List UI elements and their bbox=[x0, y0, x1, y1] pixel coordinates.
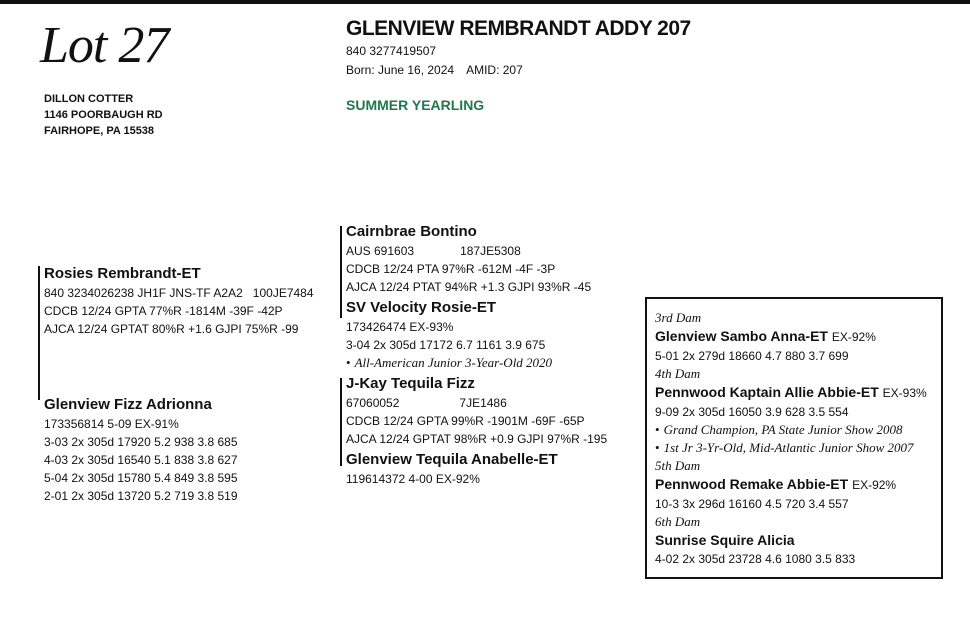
lot-number: Lot 27 bbox=[40, 17, 169, 74]
owner-name: DILLON COTTER bbox=[44, 93, 134, 105]
sire-dam-record: 3-04 2x 305d 17172 6.7 1161 3.9 675 bbox=[346, 338, 546, 352]
animal-name: GLENVIEW REMBRANDT ADDY 207 bbox=[346, 17, 691, 40]
dam-block bbox=[44, 395, 238, 505]
ancestor-award-text: Grand Champion, PA State Junior Show 2008 bbox=[663, 422, 903, 437]
sire-naab-code: 100JE7484 bbox=[252, 286, 314, 300]
dam-name: Glenview Fizz Adrionna bbox=[44, 396, 212, 413]
animal-header bbox=[346, 16, 691, 80]
generation-label: 6th Dam bbox=[655, 514, 701, 529]
dam-sire-naab-code: 7JE1486 bbox=[459, 396, 507, 410]
ancestor-record: 9-09 2x 305d 16050 3.9 628 3.5 554 bbox=[655, 405, 849, 419]
sire-dam-block bbox=[346, 298, 552, 372]
dam-dam-name: Glenview Tequila Anabelle-ET bbox=[346, 451, 558, 468]
dam-sire-id-line bbox=[346, 394, 607, 412]
ancestor-record: 10-3 3x 296d 16160 4.5 720 3.4 557 bbox=[655, 497, 849, 511]
dam-dam-id-line: 119614372 4-00 EX-92% bbox=[346, 472, 480, 486]
ancestor-record: 4-02 2x 305d 23728 4.6 1080 3.5 833 bbox=[655, 552, 856, 566]
dam-record: 4-03 2x 305d 16540 5.1 838 3.8 627 bbox=[44, 453, 238, 467]
generation-label: 4th Dam bbox=[655, 366, 701, 381]
ancestor-name-text: Pennwood Remake Abbie-ET bbox=[655, 476, 849, 492]
sire-ajca-line: AJCA 12/24 GPTAT 80%R +1.6 GJPI 75%R -99 bbox=[44, 322, 299, 336]
ancestor-name bbox=[655, 326, 927, 347]
ancestor-name-text: Sunrise Squire Alicia bbox=[655, 532, 795, 548]
dam-record: 2-01 2x 305d 13720 5.2 719 3.8 519 bbox=[44, 489, 238, 503]
pedigree-bracket-dam-side bbox=[340, 378, 342, 466]
sire-sire-cdcb-line: CDCB 12/24 PTA 97%R -612M -4F -3P bbox=[346, 262, 556, 276]
ancestor-name bbox=[655, 530, 927, 550]
ancestor-award: • 1st Jr 3-Yr-Old, Mid-Atlantic Junior Show 2007 bbox=[655, 440, 914, 455]
pedigree-bracket-sire bbox=[38, 266, 40, 400]
owner-city: FAIRHOPE, PA 15538 bbox=[44, 125, 155, 137]
female-line-box bbox=[645, 297, 943, 579]
classification-score: EX-93% bbox=[882, 386, 927, 400]
sire-sire-registration: AUS 691603 bbox=[346, 244, 415, 258]
generation-label: 3rd Dam bbox=[655, 310, 702, 325]
sire-block bbox=[44, 264, 314, 338]
sire-sire-naab-code: 187JE5308 bbox=[460, 244, 521, 258]
dam-sire-block bbox=[346, 374, 607, 448]
ancestor-name-text: Glenview Sambo Anna-ET bbox=[655, 328, 828, 344]
sire-dam-name: SV Velocity Rosie-ET bbox=[346, 299, 497, 316]
sire-dam-id-line: 173426474 EX-93% bbox=[346, 320, 454, 334]
ancestor-award-text: 1st Jr 3-Yr-Old, Mid-Atlantic Junior Show 2007 bbox=[663, 440, 914, 455]
sire-sire-ajca-line: AJCA 12/24 PTAT 94%R +1.3 GJPI 93%R -45 bbox=[346, 280, 592, 294]
dam-id-line: 173356814 5-09 EX-91% bbox=[44, 417, 179, 431]
sire-dam-award: • All-American Junior 3-Year-Old 2020 bbox=[346, 355, 553, 370]
class-label: SUMMER YEARLING bbox=[346, 97, 485, 113]
owner-address bbox=[44, 91, 163, 139]
ancestor-award: • Grand Champion, PA State Junior Show 2008 bbox=[655, 422, 903, 437]
sire-id-line bbox=[44, 284, 314, 302]
classification-score: EX-92% bbox=[831, 330, 876, 344]
dam-record: 5-04 2x 305d 15780 5.4 849 3.8 595 bbox=[44, 471, 238, 485]
dam-sire-registration: 67060052 bbox=[346, 396, 400, 410]
dam-dam-block bbox=[346, 450, 558, 488]
dam-record: 3-03 2x 305d 17920 5.2 938 3.8 685 bbox=[44, 435, 238, 449]
amid: AMID: 207 bbox=[466, 63, 523, 77]
birth-date: Born: June 16, 2024 bbox=[346, 63, 455, 77]
sire-sire-name: Cairnbrae Bontino bbox=[346, 223, 477, 240]
animal-birth-info bbox=[346, 61, 691, 80]
ancestor-record: 5-01 2x 279d 18660 4.7 880 3.7 699 bbox=[655, 349, 849, 363]
sire-registration: 840 3234026238 JH1F JNS-TF A2A2 bbox=[44, 286, 243, 300]
top-rule bbox=[0, 0, 970, 4]
dam-sire-ajca-line: AJCA 12/24 GPTAT 98%R +0.9 GJPI 97%R -195 bbox=[346, 432, 608, 446]
ancestor-name bbox=[655, 382, 927, 403]
dam-sire-cdcb-line: CDCB 12/24 GPTA 99%R -1901M -69F -65P bbox=[346, 414, 585, 428]
classification-score: EX-92% bbox=[852, 478, 897, 492]
ancestor-name bbox=[655, 474, 927, 495]
animal-registration: 840 3277419507 bbox=[346, 44, 437, 58]
sire-sire-id-line bbox=[346, 242, 591, 260]
female-line-list bbox=[655, 309, 927, 568]
sire-cdcb-line: CDCB 12/24 GPTA 77%R -1814M -39F -42P bbox=[44, 304, 283, 318]
sire-name: Rosies Rembrandt-ET bbox=[44, 265, 201, 282]
pedigree-bracket-sire-side bbox=[340, 226, 342, 318]
generation-label: 5th Dam bbox=[655, 458, 701, 473]
sire-dam-award-text: All-American Junior 3-Year-Old 2020 bbox=[354, 355, 553, 370]
ancestor-name-text: Pennwood Kaptain Allie Abbie-ET bbox=[655, 384, 879, 400]
sire-sire-block bbox=[346, 222, 591, 296]
owner-street: 1146 POORBAUGH RD bbox=[44, 109, 163, 121]
dam-sire-name: J-Kay Tequila Fizz bbox=[346, 375, 475, 392]
